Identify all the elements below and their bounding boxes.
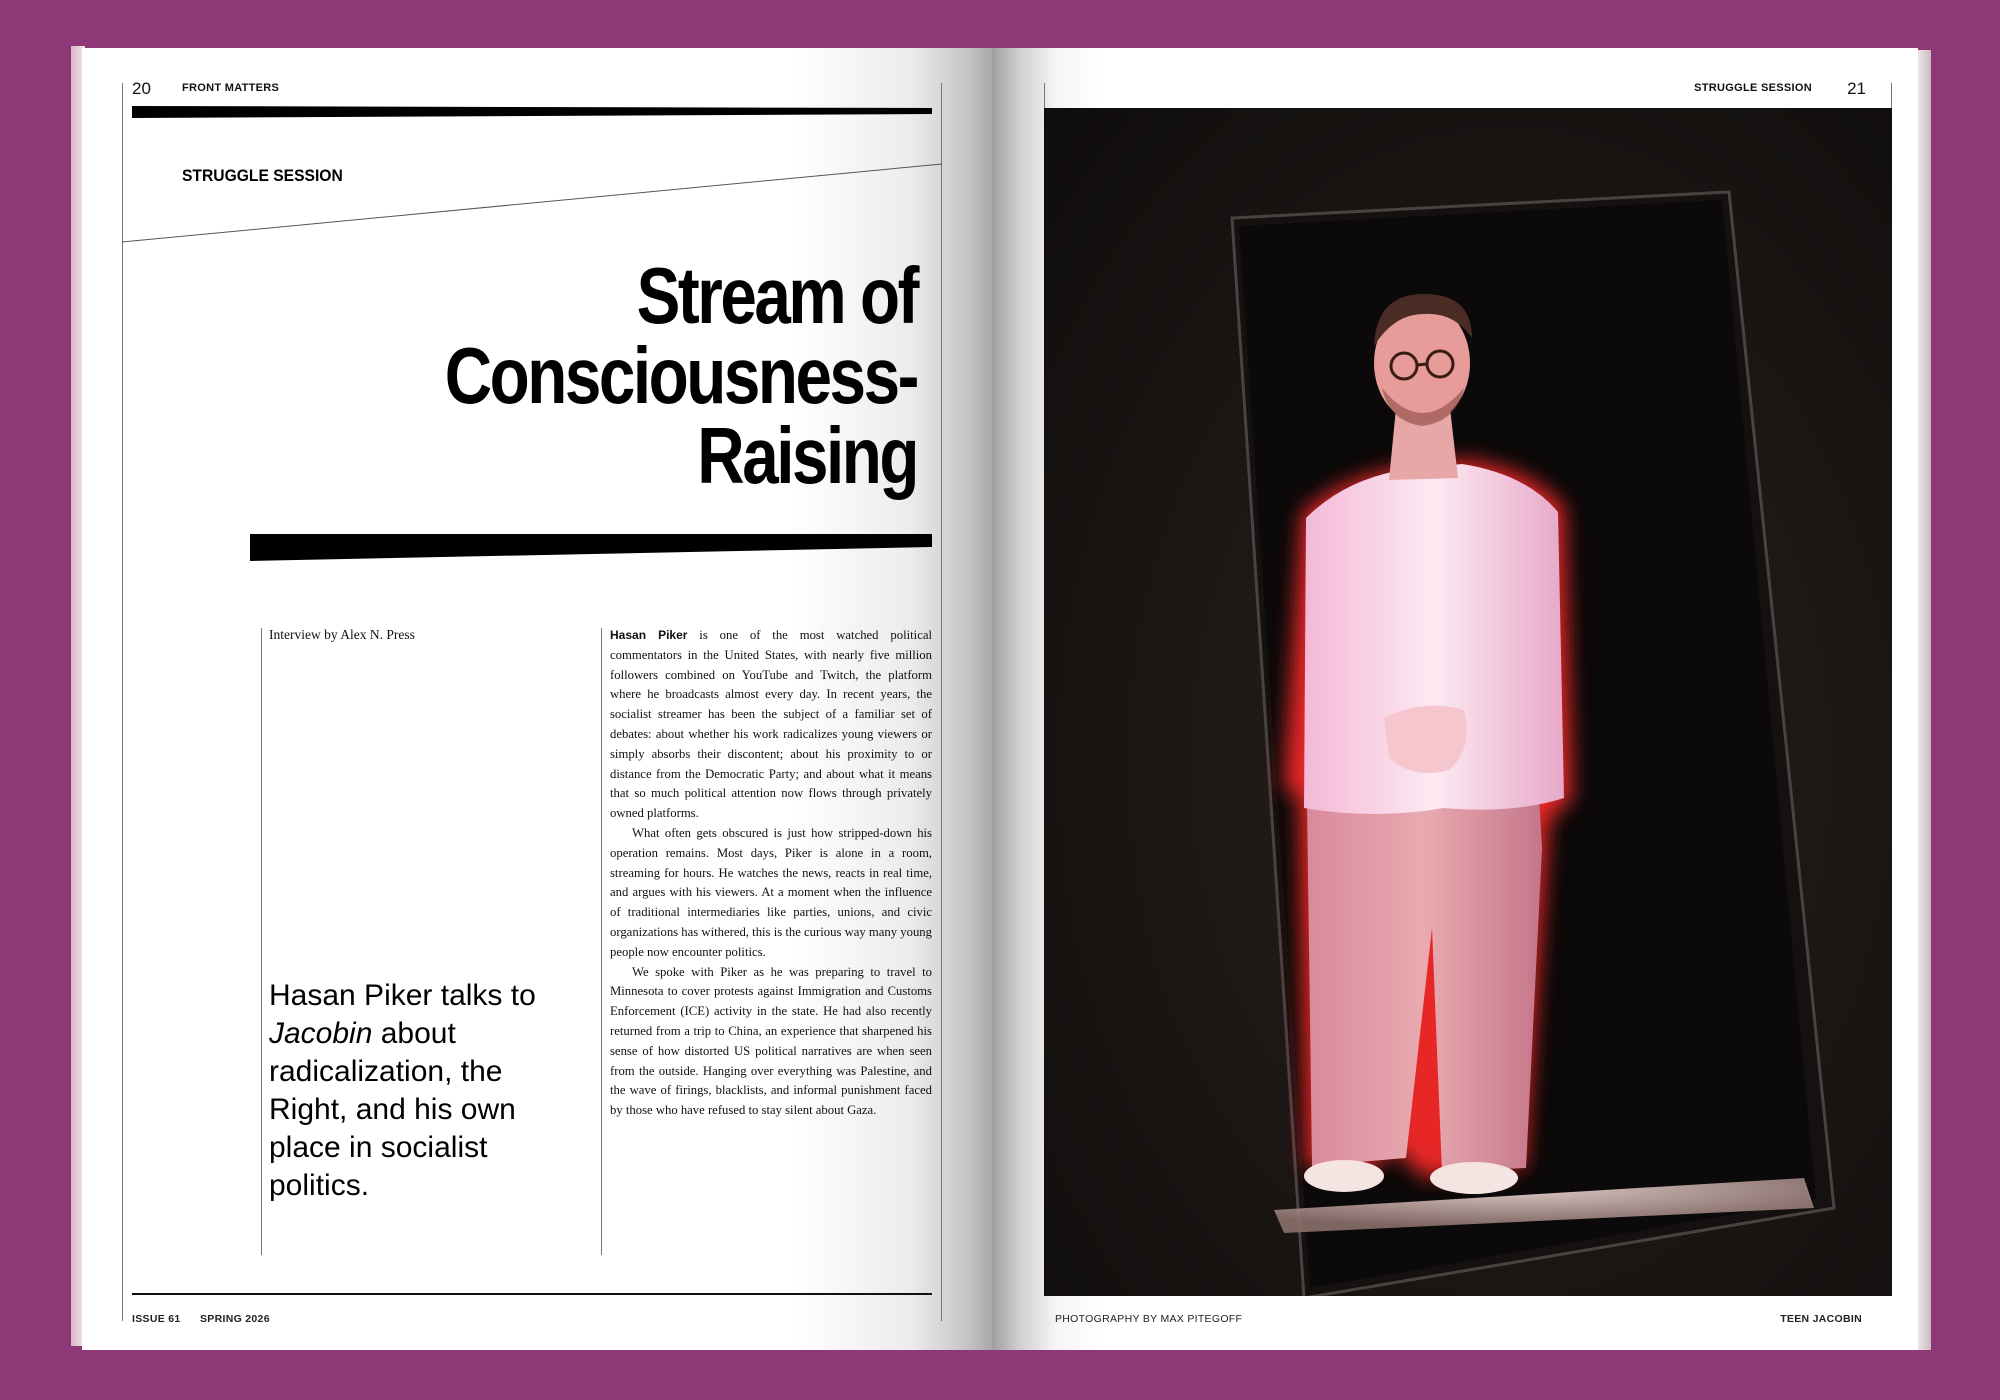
dek-text: Hasan Piker talks to — [269, 979, 536, 1012]
dek-italic-publication: Jacobin — [269, 1017, 373, 1050]
left-page — [82, 48, 992, 1350]
figure-shoe-right — [1430, 1162, 1518, 1194]
right-page — [992, 48, 1918, 1350]
dek-column-rule — [261, 628, 262, 1255]
dek-text: radicalization, the — [269, 1055, 503, 1088]
footer-rule-left — [132, 1293, 932, 1295]
dek-text: about — [372, 1017, 456, 1050]
title-underline-wedge — [250, 534, 932, 561]
body-text: is one of the most watched political commentators in the United States, with nearly five million followers combined on YouTube and Twitch, the platform where he broadcasts almost every day. In recent years, the socialist streamer has been the subject of a familiar set of debates: about whether his work radicalizes young viewers or simply absorbs their discontent; about his proximity to or distance from the Democratic Party; and about what it means that so much political attention now flows through privately owned platforms. — [610, 628, 932, 821]
dek-text: Right, and his own — [269, 1093, 516, 1126]
byline: Interview by Alex N. Press — [269, 627, 415, 642]
running-head-left: FRONT MATTERS — [182, 82, 280, 94]
footer-publication: TEEN JACOBIN — [1780, 1313, 1862, 1325]
body-paragraph — [610, 626, 932, 824]
article-body — [610, 626, 932, 1121]
footer-season: SPRING 2026 — [200, 1313, 270, 1325]
top-thick-rule — [132, 106, 932, 118]
page-number-right: 21 — [1847, 79, 1866, 98]
dek-text: place in socialist — [269, 1131, 488, 1164]
page-number-left: 20 — [132, 79, 151, 98]
article-dek — [269, 977, 559, 1205]
body-paragraph: We spoke with Piker as he was preparing to travel to Minnesota to cover protests against Immigration and Customs Enforcement (ICE) activity in the state. He had also recently returned from a trip to China, an experience that sharpened his sense of how distorted US political narratives are when seen from the outside. Hanging over everything was Palestine, and the wave of firings, blacklists, and informal punishment faced by those who have refused to stay silent about Gaza. — [610, 964, 932, 1118]
footer-issue: ISSUE 61 — [132, 1313, 181, 1325]
figure-shoe-left — [1304, 1160, 1384, 1192]
body-paragraph: What often gets obscured is just how stripped-down his operation remains. Most days, Piker is alone in a room, streaming for hours. He watches the news, reacts in real time, and argues with his viewers. At a moment when the influence of traditional intermediaries like parties, unions, and civic organizations has withered, this is the curious way many young people now encounter politics. — [610, 825, 932, 959]
article-title — [343, 251, 917, 500]
running-head-right: STRUGGLE SESSION — [1694, 82, 1812, 94]
title-line: Raising — [697, 411, 917, 500]
dek-text: politics. — [269, 1169, 370, 1202]
photo-illustration — [1044, 108, 1892, 1296]
figure-hands — [1384, 706, 1467, 774]
photo-credit: PHOTOGRAPHY BY MAX PITEGOFF — [1055, 1313, 1243, 1325]
title-line: Stream of — [636, 251, 917, 340]
section-label: STRUGGLE SESSION — [182, 166, 343, 185]
title-line: Consciousness- — [444, 331, 917, 420]
body-column-rule — [601, 628, 602, 1255]
body-lead-name: Hasan Piker — [610, 628, 688, 642]
portrait-photo — [1044, 108, 1892, 1296]
figure-glasses-bridge — [1417, 364, 1427, 365]
